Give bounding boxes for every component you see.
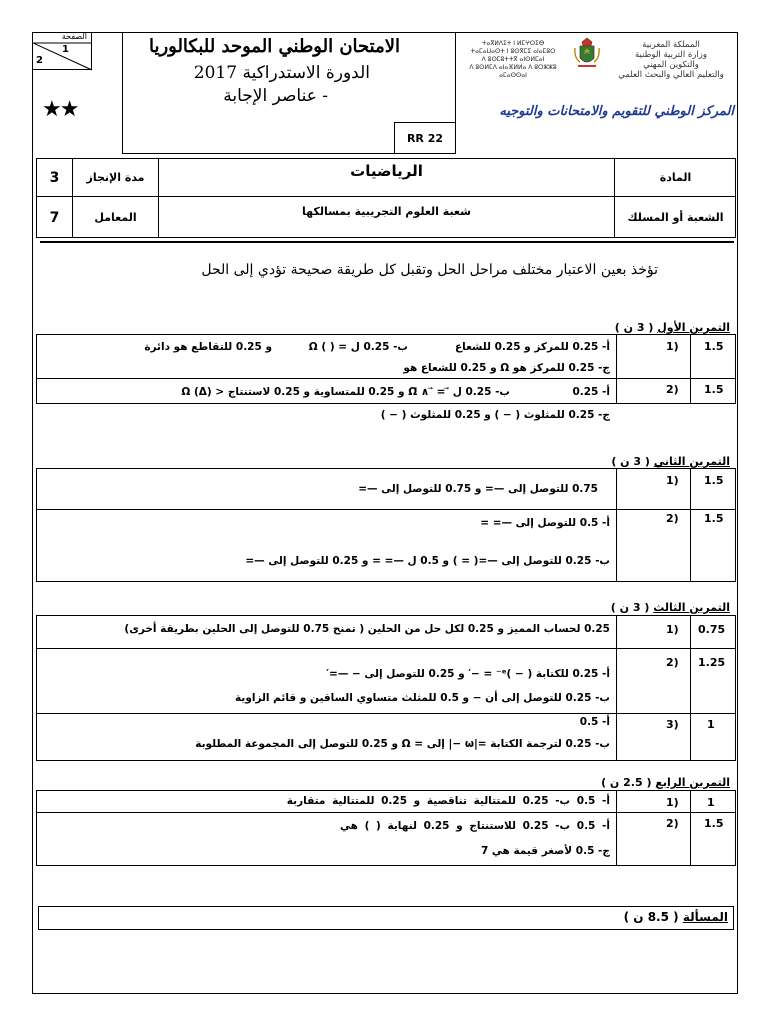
ex2-title-points: ( 3 ن ): [611, 455, 650, 468]
tifinagh-line2: ⵜⴰⵎⴰⵡⴰⵙⵜ ⵏ ⵓⵙⴳⵎⵉ ⴰⵏⴰⵎⵓⵔ: [470, 48, 556, 55]
ex3-q2-score: 1.25: [698, 656, 726, 669]
tifinagh-line3: ⴷ ⵓⵙⵎⵓⵜⵜⴳ ⴰⵏⵙⵍⵎⴰⵏ: [481, 56, 545, 63]
ex1-q2-score: 1.5: [704, 383, 724, 396]
ex2-q2-number: (2: [666, 512, 679, 525]
tifinagh-line4: ⴷ ⵓⵙⵍⵎⴷ ⴰⵏⴰⴼⵍⵍⴰ ⴷ ⵓⵔⵣⵣⵓ ⴰⵎⴰⵙⵙⴰⵏ: [469, 64, 557, 79]
ex4-title-points: ( 2.5 ن ): [601, 776, 652, 789]
ex3-title: [611, 601, 730, 614]
page-number-box: [32, 32, 92, 70]
ex4-q2-line2: ج- 0.5 لأصغر قيمة هي 7: [480, 845, 610, 857]
subject-value: الرياضيات: [350, 162, 423, 180]
kingdom-line4: والتعليم العالي والبحث العلمي: [618, 70, 724, 80]
ex2-q2-score: 1.5: [704, 512, 724, 525]
ex4-q2-line1: أ- 0.5 ب- 0.25 للاستنتاج و 0.25 لنهاية ( ) هي: [340, 820, 610, 832]
ex3-q3-number: (3: [666, 718, 679, 731]
ex3-q3-score: 1: [707, 718, 715, 731]
exam-title-line2: الدورة الاستدراكية 2017: [193, 63, 370, 83]
ex1-q2-number: (2: [666, 383, 679, 396]
ex1-title: [615, 321, 730, 334]
ex3-q2-number: (2: [666, 656, 679, 669]
exam-title-line3: - عناصر الإجابة: [223, 86, 328, 106]
moroccan-emblem-icon: [572, 36, 602, 72]
ex2-q2-line2: ب- 0.25 للتوصل إلى —=( = ) و 0.5 ل —= = و 0.25 للتوصل إلى —=: [245, 555, 610, 567]
ex1-q2-line1-a: أ- 0.25: [572, 386, 610, 398]
ex3-q2-line1: أ- 0.25 للكتابة ( − )ᵉ⁻ = −′ و 0.25 للتوصل إلى − —=′: [326, 668, 610, 680]
branch-label: الشعبة أو المسلك: [627, 211, 724, 224]
page-label: الصفحة: [61, 32, 87, 41]
ex2-q2-line1: أ- 0.5 للتوصل إلى —= =: [480, 517, 610, 529]
difficulty-stars: ★★: [42, 97, 78, 122]
ex2-q1-line1: 0.75 للتوصل إلى —= و 0.75 للتوصل إلى —=: [358, 483, 598, 495]
problem-title: [624, 910, 728, 924]
subject-label: المادة: [659, 171, 692, 184]
ex3-q1-score: 0.75: [698, 623, 726, 636]
ex2-title: [611, 455, 730, 468]
kingdom-line1: المملكة المغربية: [642, 40, 700, 50]
ex3-q1-number: (1: [666, 623, 679, 636]
kingdom-block: [604, 40, 738, 80]
tifinagh-line1: ⵜⴰⴳⵍⴷⵉⵜ ⵏ ⵍⵎⵖⵔⵉⴱ: [481, 40, 545, 47]
page-current: 1: [62, 44, 69, 55]
grading-note: تؤخذ بعين الاعتبار مختلف مراحل الحل وتقبل كل طريقة صحيحة تؤدي إلى الحل: [201, 262, 658, 278]
ex1-q1-number: (1: [666, 340, 679, 353]
ex4-q1-score: 1: [707, 796, 715, 809]
problem-title-points: ( 8.5 ن ): [623, 910, 679, 924]
page-total: 2: [36, 55, 43, 66]
coef-value: 7: [49, 209, 60, 226]
ex4-q1-number: (1: [666, 796, 679, 809]
separator-line: [40, 241, 734, 243]
exam-title-line1: الامتحان الوطني الموحد للبكالوريا: [148, 36, 400, 57]
ex4-title: [601, 776, 730, 789]
branch-value: شعبة العلوم التجريبية بمسالكها: [302, 204, 471, 218]
duration-label: مدة الإنجاز: [86, 171, 145, 184]
ex2-q1-score: 1.5: [704, 474, 724, 487]
ex1-title-points: ( 3 ن ): [614, 321, 654, 334]
ex1-q1-line1-a: أ- 0.25 للمركز و 0.25 للشعاع: [454, 341, 610, 353]
ex1-q1-score: 1.5: [704, 340, 724, 353]
duration-value: 3: [49, 169, 60, 186]
ex1-q1-line1-c: و 0.25 للتقاطع هو دائرة: [144, 341, 272, 353]
ex1-q2-line2: ج- 0.25 للمثلوث ( − ) و 0.25 للمثلوث ( − ): [380, 409, 610, 421]
ex4-q2-number: (2: [666, 817, 679, 830]
exam-code-box: [394, 122, 456, 154]
tifinagh-block: [456, 40, 570, 80]
kingdom-line2: وزارة التربية الوطنية: [634, 50, 708, 60]
ex3-q1-line1: 0.25 لحساب المميز و 0.25 لكل حل من الحلين ( تمنح 0.75 للتوصل إلى الحلين بطريقة أخرى): [124, 623, 610, 635]
kingdom-line3: والتكوين المهني: [643, 60, 699, 70]
exam-code: RR 22: [406, 131, 444, 145]
ex1-title-text: التمرين الأول: [657, 321, 730, 334]
ex3-q3-line2: ب- 0.25 لترجمة الكتابة =|ω −| إلى = Ω و 0.25 للتوصل إلى المجموعة المطلوبة: [195, 738, 610, 750]
center-name: المركز الوطني للتقويم والامتحانات والتوجيه: [499, 104, 734, 119]
ex2-title-text: التمرين الثاني: [653, 455, 730, 468]
problem-title-text: المسألة: [682, 910, 728, 924]
ex4-title-text: التمرين الرابع: [655, 776, 730, 789]
ex3-q3-line1: أ- 0.5: [579, 716, 610, 728]
ex4-q2-score: 1.5: [704, 817, 724, 830]
ex3-q2-line2: ب- 0.25 للتوصل إلى أن − و 0.5 للمثلث متساوي الساقين و قائم الزاوية: [235, 692, 610, 704]
ex3-title-text: التمرين الثالث: [653, 601, 730, 614]
ex1-q1-line1-b: ب- 0.25 ل = ( ) Ω: [308, 341, 408, 353]
coef-label: المعامل: [94, 211, 137, 224]
ex2-q1-number: (1: [666, 474, 679, 487]
ex1-q1-line2: ج- 0.25 للمركز هو Ω و 0.25 للشعاع هو: [403, 362, 610, 374]
ex4-q1-line1: أ- 0.5 ب- 0.25 للمتتالية تناقصية و 0.25 للمتتالية متقاربة: [286, 795, 610, 807]
ex1-q2-line1-b: ب- 0.25 ل ⃗ = ⃗ ∧ Ω⃗ و 0.25 للمتساوية و 0.25 لاستنتاج < (Δ) Ω: [181, 386, 510, 398]
ex3-title-points: ( 3 ن ): [610, 601, 650, 614]
